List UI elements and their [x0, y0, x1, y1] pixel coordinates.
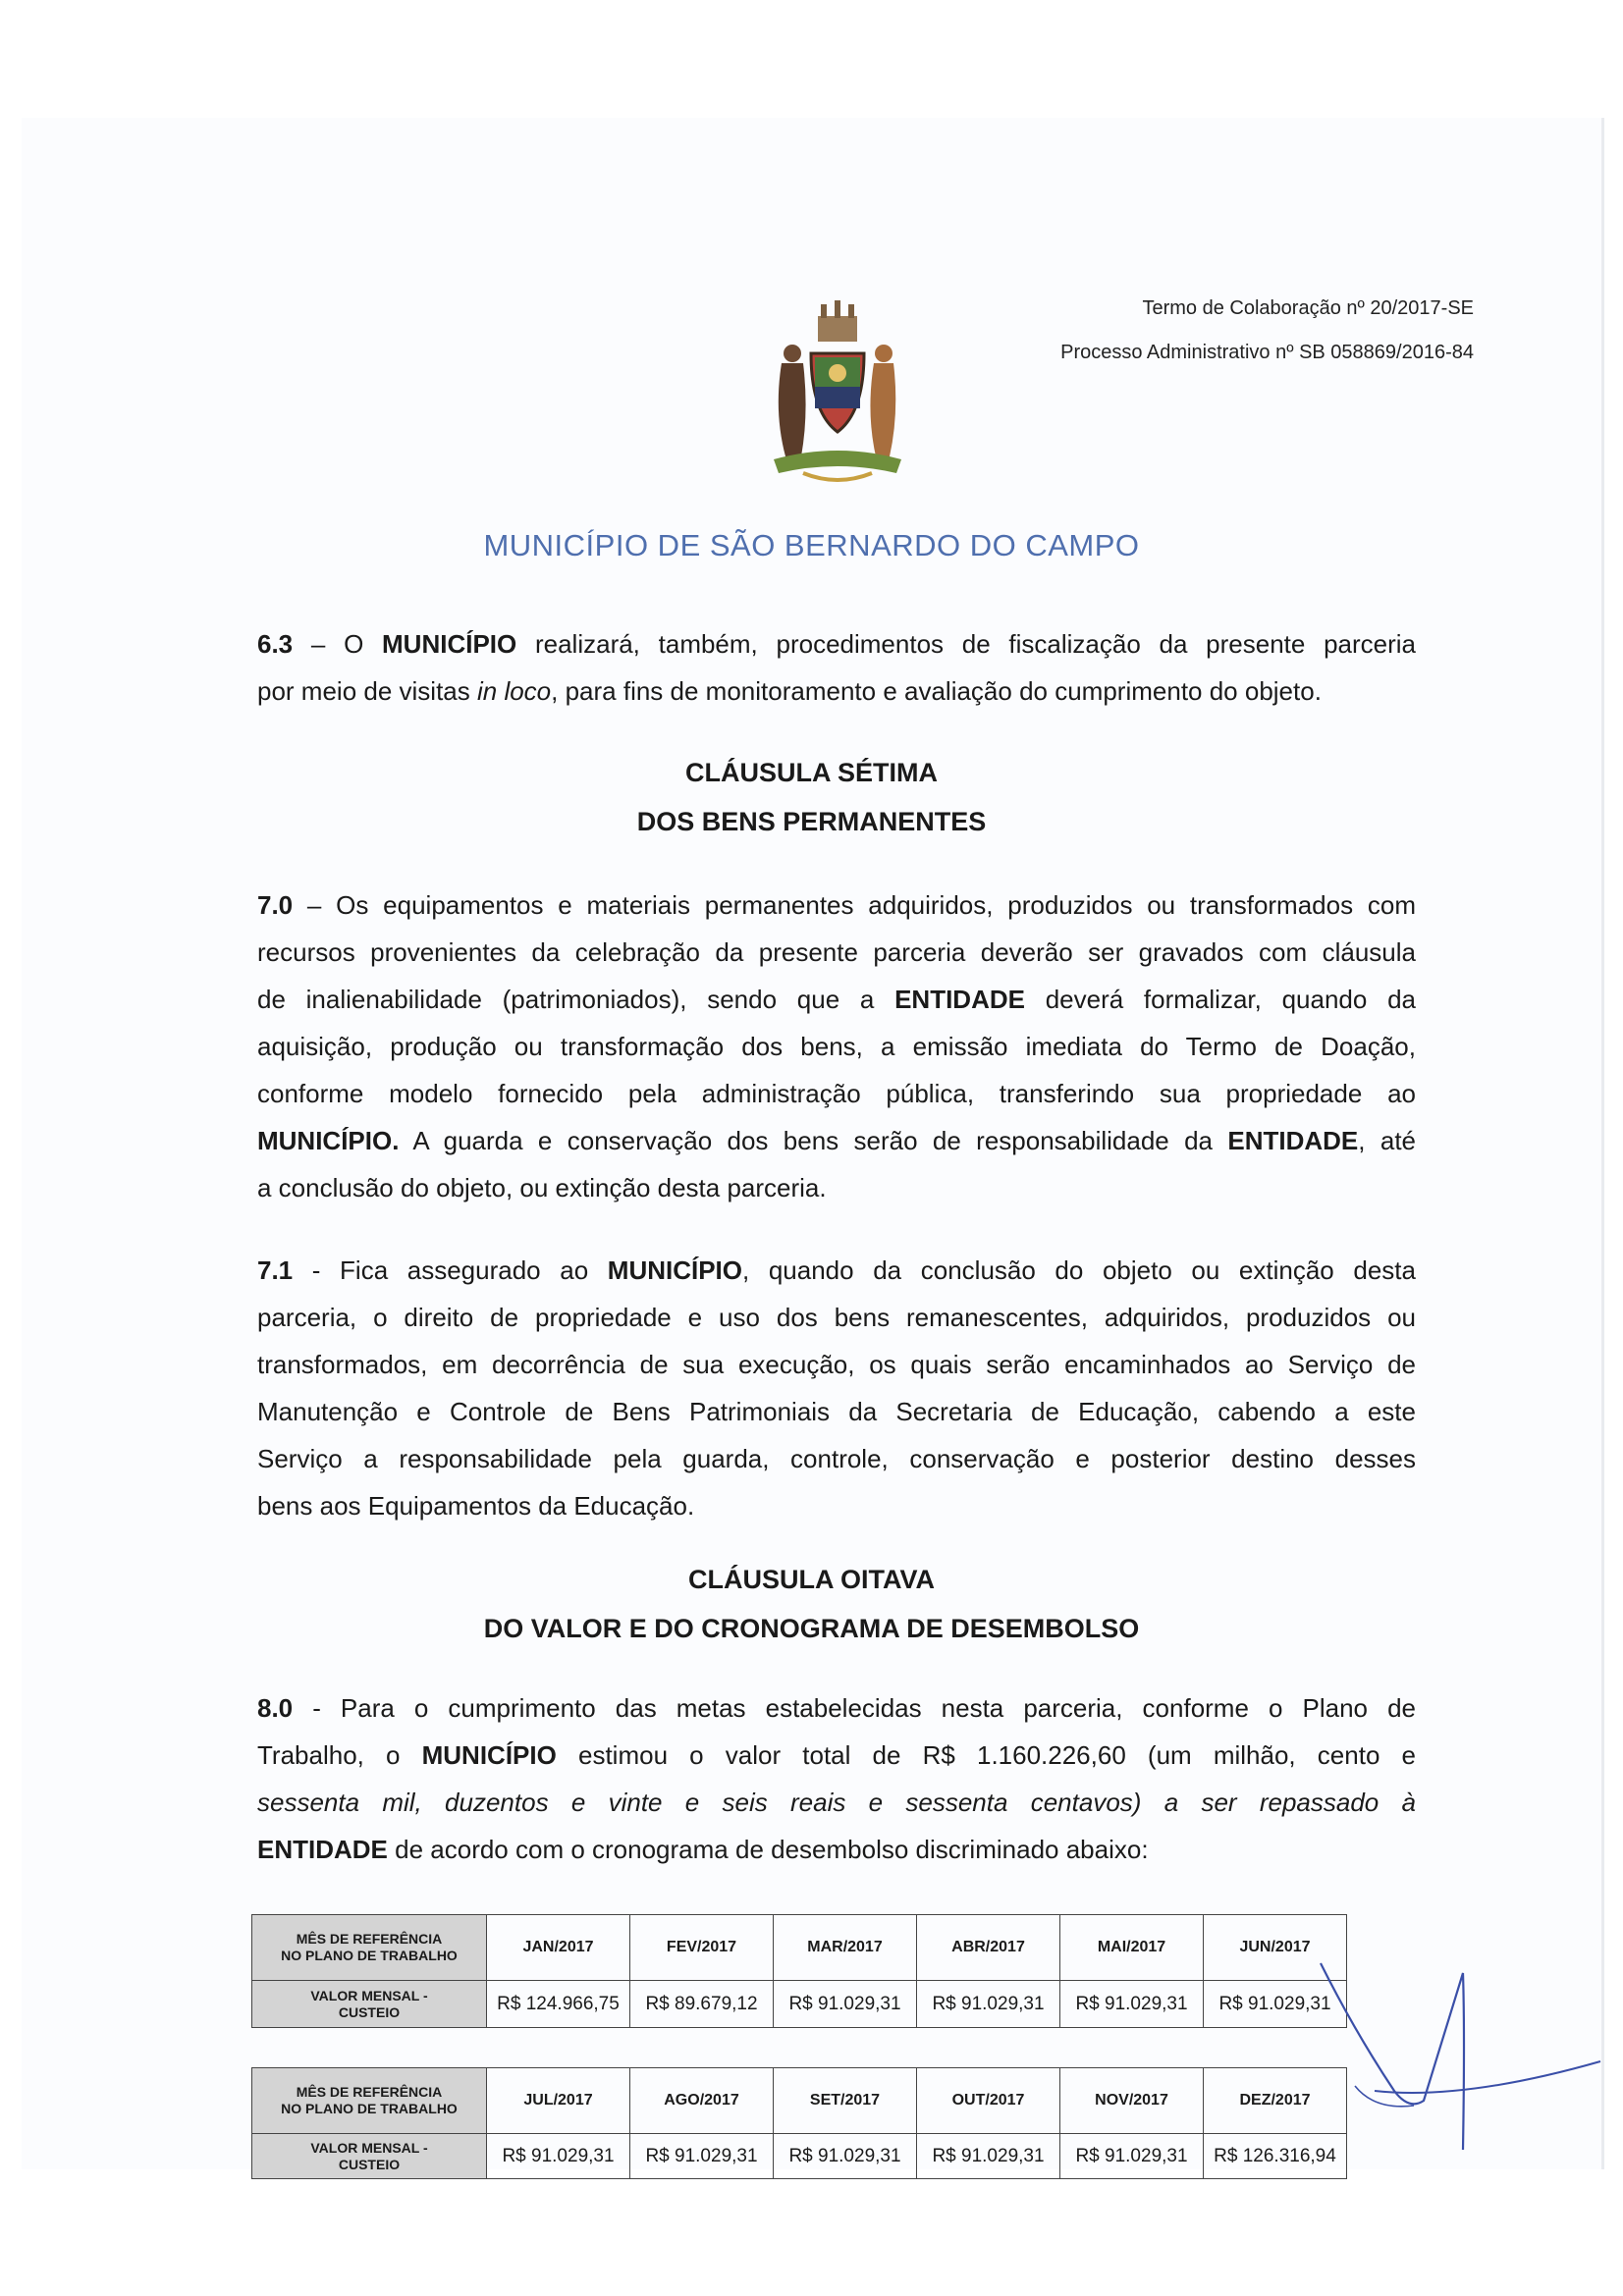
label-line: MÊS DE REFERÊNCIA [296, 1931, 443, 1947]
table-row-months [252, 1915, 1347, 1981]
table-row-values [252, 2134, 1347, 2179]
month-cell: JUN/2017 [1204, 1915, 1347, 1981]
month-cell: NOV/2017 [1060, 2068, 1204, 2134]
processo-reference: Processo Administrativo nº SB 058869/2016-84 [1060, 342, 1474, 363]
paragraph-line: recursos provenientes da celebração da presente parceria deverão ser gravados com cláusula [257, 937, 1416, 967]
value-cell: R$ 91.029,31 [917, 1981, 1060, 2028]
month-cell: FEV/2017 [630, 1915, 774, 1981]
clause-8-subtitle: DO VALOR E DO CRONOGRAMA DE DESEMBOLSO [483, 1614, 1140, 1643]
schedule-table-2 [251, 2067, 1347, 2179]
text-run: realizará, também, procedimentos de fiscalização da presente parceria [516, 629, 1416, 659]
value-cell: R$ 91.029,31 [1060, 2134, 1204, 2179]
termo-reference: Termo de Colaboração nº 20/2017-SE [1142, 297, 1474, 319]
month-cell: AGO/2017 [630, 2068, 774, 2134]
month-cell: OUT/2017 [917, 2068, 1060, 2134]
schedule-table-1 [251, 1914, 1347, 2028]
paragraph-7-0 [257, 881, 1416, 1211]
label-line: NO PLANO DE TRABALHO [281, 1948, 458, 1963]
text-run: de acordo com o cronograma de desembolso discriminado abaixo: [387, 1835, 1149, 1864]
clause-8-title: CLÁUSULA OITAVA [688, 1565, 935, 1594]
text-run: de inalienabilidade (patrimoniados), sendo que a [257, 985, 895, 1014]
month-cell: DEZ/2017 [1204, 2068, 1347, 2134]
paragraph-7-1 [257, 1247, 1416, 1529]
month-cell: SET/2017 [774, 2068, 917, 2134]
label-line: CUSTEIO [338, 2156, 401, 2172]
label-line: NO PLANO DE TRABALHO [281, 2101, 458, 2116]
paragraph-line: parceria, o direito de propriedade e uso dos bens remanescentes, adquiridos, produzidos ou [257, 1303, 1416, 1332]
paragraph-line: a conclusão do objeto, ou extinção desta parceria. [257, 1173, 827, 1202]
paragraph-line: conforme modelo fornecido pela administração pública, transferindo sua propriedade ao [257, 1079, 1416, 1108]
paragraph-line: aquisição, produção ou transformação dos bens, a emissão imediata do Termo de Doação, [257, 1032, 1416, 1061]
text-run: por meio de visitas [257, 676, 477, 706]
label-line: VALOR MENSAL - [310, 2139, 428, 2156]
paragraph-8-0 [257, 1684, 1416, 1873]
municipio-title: MUNICÍPIO DE SÃO BERNARDO DO CAMPO [483, 528, 1140, 562]
page-edge [1601, 118, 1604, 2169]
ref-month-label [252, 1915, 487, 1981]
clause-7-subtitle: DOS BENS PERMANENTES [636, 807, 987, 836]
paragraph-6-3 [257, 620, 1416, 715]
paragraph-line: Manutenção e Controle de Bens Patrimoniais da Secretaria de Educação, cabendo a este [257, 1397, 1416, 1426]
value-cell: R$ 89.679,12 [630, 1981, 774, 2028]
label-line: CUSTEIO [338, 2003, 401, 2020]
paragraph-line: bens aos Equipamentos da Educação. [257, 1491, 695, 1521]
italic-term: in loco [476, 676, 552, 706]
municipio-term: MUNICÍPIO. [257, 1126, 400, 1155]
paragraph-line [257, 1684, 1416, 1732]
text-run: - Para o cumprimento das metas estabelecidas nesta parceria, conforme o Plano de [293, 1693, 1416, 1723]
paragraph-line: Serviço a responsabilidade pela guarda, controle, conservação e posterior destino desses [257, 1444, 1416, 1473]
paragraph-line [257, 1779, 1416, 1826]
value-cell: R$ 91.029,31 [774, 2134, 917, 2179]
value-cell: R$ 91.029,31 [487, 2134, 630, 2179]
text-run: , para fins de monitoramento e avaliação do cumprimento do objeto. [551, 676, 1322, 706]
coat-of-arms-seal [764, 294, 911, 491]
paragraph-line [257, 1247, 1416, 1294]
value-cell: R$ 91.029,31 [630, 2134, 774, 2179]
label-line: MÊS DE REFERÊNCIA [296, 2084, 443, 2100]
clause-number: 8.0 [257, 1693, 294, 1723]
entidade-term: ENTIDADE [1227, 1126, 1359, 1155]
clause-number: 6.3 [257, 629, 294, 659]
month-cell: ABR/2017 [917, 1915, 1060, 1981]
value-cell: R$ 91.029,31 [917, 2134, 1060, 2179]
table-row-months [252, 2068, 1347, 2134]
municipio-term: MUNICÍPIO [607, 1255, 743, 1285]
entidade-term: ENTIDADE [257, 1835, 388, 1864]
paragraph-line [257, 667, 1416, 715]
text-run: a ser repassado à [1141, 1788, 1416, 1817]
paragraph-line [257, 1826, 1416, 1873]
value-cell: R$ 91.029,31 [774, 1981, 917, 2028]
clause-number: 7.0 [257, 890, 294, 920]
text-run: A guarda e conservação dos bens serão de responsabilidade da [399, 1126, 1228, 1155]
label-line: VALOR MENSAL - [310, 1987, 428, 2003]
text-run: Trabalho, o [257, 1740, 422, 1770]
municipio-term: MUNICÍPIO [382, 629, 517, 659]
text-run: , quando da conclusão do objeto ou extinção desta [742, 1255, 1416, 1285]
paragraph-line [257, 1732, 1416, 1779]
ref-month-label [252, 2068, 487, 2134]
text-run: – Os equipamentos e materiais permanentes adquiridos, produzidos ou transformados com [293, 890, 1416, 920]
value-cell: R$ 124.966,75 [487, 1981, 630, 2028]
clause-number: 7.1 [257, 1255, 294, 1285]
paragraph-line [257, 976, 1416, 1023]
text-run: deverá formalizar, quando da [1024, 985, 1416, 1014]
entidade-term: ENTIDADE [894, 985, 1025, 1014]
paragraph-line: transformados, em decorrência de sua execução, os quais serão encaminhados ao Serviço de [257, 1350, 1416, 1379]
municipio-term: MUNICÍPIO [421, 1740, 557, 1770]
table-row-values [252, 1981, 1347, 2028]
monthly-value-label [252, 2134, 487, 2179]
month-cell: MAR/2017 [774, 1915, 917, 1981]
handwritten-signature [1316, 1944, 1610, 2169]
italic-amount-text: sessenta mil, duzentos e vinte e seis reais e sessenta centavos) [257, 1788, 1142, 1817]
paragraph-line [257, 1117, 1416, 1164]
text-run: - Fica assegurado ao [293, 1255, 608, 1285]
value-cell: R$ 91.029,31 [1060, 1981, 1204, 2028]
value-cell: R$ 91.029,31 [1204, 1981, 1347, 2028]
text-run: – O [293, 629, 383, 659]
paragraph-line [257, 881, 1416, 929]
clause-7-title: CLÁUSULA SÉTIMA [685, 758, 938, 787]
paragraph-line [257, 620, 1416, 667]
text-run: , até [1358, 1126, 1416, 1155]
month-cell: JAN/2017 [487, 1915, 630, 1981]
month-cell: JUL/2017 [487, 2068, 630, 2134]
text-run: estimou o valor total de R$ 1.160.226,60 (um milhão, cento e [556, 1740, 1416, 1770]
month-cell: MAI/2017 [1060, 1915, 1204, 1981]
value-cell: R$ 126.316,94 [1204, 2134, 1347, 2179]
monthly-value-label [252, 1981, 487, 2028]
